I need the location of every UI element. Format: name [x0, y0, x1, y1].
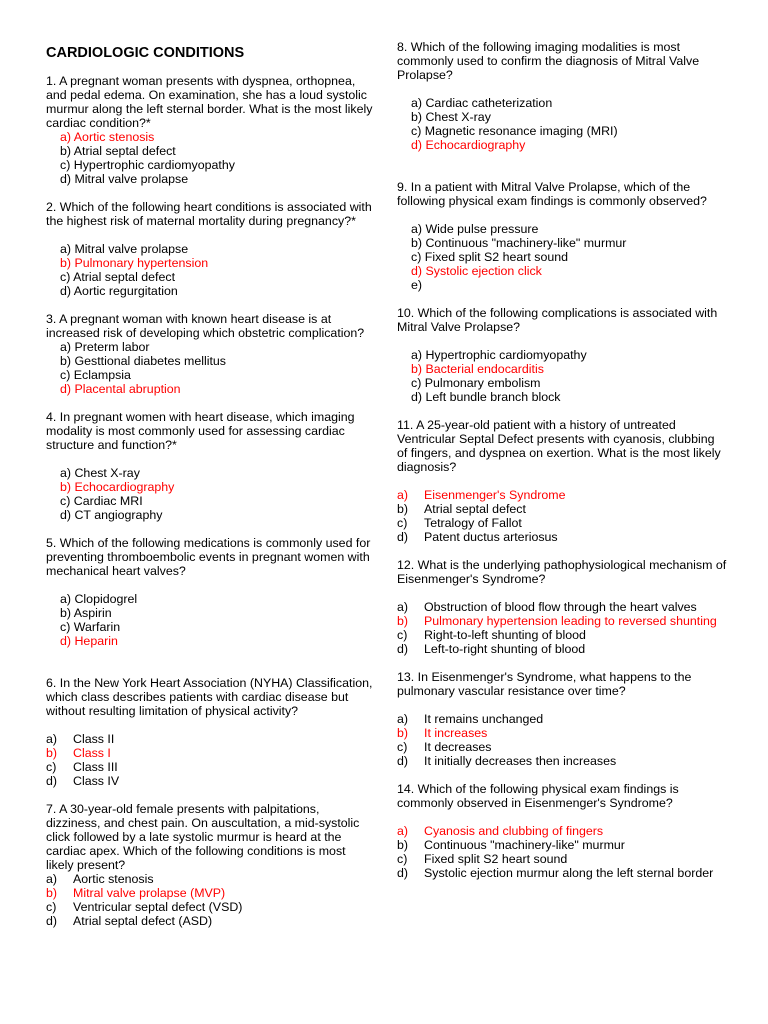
- option-text: Cardiac MRI: [73, 494, 143, 508]
- question-2: [46, 200, 376, 298]
- answer-option: [46, 620, 376, 634]
- answer-option: [46, 284, 376, 298]
- option-text: Eisenmenger's Syndrome: [424, 488, 566, 502]
- question-12: [397, 558, 727, 656]
- option-text: Right-to-left shunting of blood: [424, 628, 586, 642]
- option-label: a): [46, 872, 58, 886]
- option-label: a): [397, 824, 409, 838]
- answer-option: [397, 852, 727, 866]
- option-text: Systolic ejection click: [425, 264, 542, 278]
- answer-option: [46, 774, 376, 788]
- answer-option: [46, 592, 376, 606]
- answer-option: [397, 110, 727, 124]
- answer-option: [46, 158, 376, 172]
- option-text: Fixed split S2 heart sound: [424, 852, 568, 866]
- answer-option: [46, 606, 376, 620]
- option-text: Pulmonary embolism: [424, 376, 541, 390]
- option-text: Wide pulse pressure: [425, 222, 539, 236]
- option-text: Left-to-right shunting of blood: [424, 642, 586, 656]
- option-label: b): [60, 354, 72, 368]
- correct-answer-option: [397, 726, 727, 740]
- option-text: Aortic stenosis: [73, 130, 155, 144]
- option-label: c): [60, 270, 71, 284]
- option-text: Tetralogy of Fallot: [424, 516, 522, 530]
- option-label: c): [397, 852, 408, 866]
- option-text: Aortic stenosis: [73, 872, 154, 886]
- correct-answer-option: [46, 886, 376, 900]
- answer-option: [397, 390, 727, 404]
- option-text: Pulmonary hypertension leading to reversed shunting: [424, 614, 717, 628]
- options-list: [46, 872, 376, 928]
- option-label: c): [46, 900, 57, 914]
- option-text: Chest X-ray: [425, 110, 491, 124]
- option-label: d): [46, 774, 58, 788]
- option-text: Mitral valve prolapse: [74, 242, 189, 256]
- question-stem: 11. A 25-year-old patient with a history of untreated Ventricular Septal Defect presents with cyanosis, clubbing of fingers, and dyspnea on exertion. What is the most likely diagnosis?: [397, 418, 721, 474]
- option-label: c): [411, 124, 422, 138]
- option-text: Hypertrophic cardiomyopathy: [425, 348, 587, 362]
- option-text: Class III: [73, 760, 118, 774]
- option-text: It initially decreases then increases: [424, 754, 617, 768]
- left-column: [46, 40, 376, 928]
- option-label: a): [411, 222, 423, 236]
- option-text: Magnetic resonance imaging (MRI): [424, 124, 618, 138]
- option-text: Cyanosis and clubbing of fingers: [424, 824, 604, 838]
- option-label: d): [411, 264, 423, 278]
- question-7: [46, 802, 376, 928]
- options-list: [397, 824, 727, 880]
- option-label: a): [60, 340, 72, 354]
- correct-answer-option: [397, 362, 727, 376]
- question-13: [397, 670, 727, 768]
- option-label: a): [60, 130, 72, 144]
- option-label: d): [397, 754, 409, 768]
- question-stem: 12. What is the underlying pathophysiological mechanism of Eisenmenger's Syndrome?: [397, 558, 727, 586]
- correct-answer-option: [46, 634, 376, 648]
- question-4: [46, 410, 376, 522]
- answer-option: [46, 340, 376, 354]
- option-label: d): [397, 530, 409, 544]
- question-stem: 4. In pregnant women with heart disease, which imaging modality is most commonly used for assessing cardiac structure and function?*: [46, 410, 355, 452]
- option-text: Hypertrophic cardiomyopathy: [73, 158, 235, 172]
- options-list: [397, 600, 727, 656]
- option-text: Continuous "machinery-like" murmur: [424, 838, 625, 852]
- option-label: c): [60, 494, 71, 508]
- option-label: e): [411, 278, 423, 292]
- option-text: Class IV: [73, 774, 120, 788]
- option-label: a): [397, 600, 409, 614]
- option-label: d): [60, 284, 72, 298]
- answer-option: [397, 250, 727, 264]
- option-label: c): [60, 368, 71, 382]
- question-11: [397, 418, 727, 544]
- correct-answer-option: [397, 614, 727, 628]
- option-text: It remains unchanged: [424, 712, 544, 726]
- option-text: Chest X-ray: [74, 466, 140, 480]
- answer-option: [46, 732, 376, 746]
- answer-option: [46, 242, 376, 256]
- option-text: Atrial septal defect: [73, 270, 176, 284]
- option-text: Heparin: [74, 634, 118, 648]
- option-text: Pulmonary hypertension: [74, 256, 209, 270]
- question-8: [397, 40, 727, 152]
- option-text: Obstruction of blood flow through the heart valves: [424, 600, 697, 614]
- answer-option: [397, 124, 727, 138]
- question-stem: 9. In a patient with Mitral Valve Prolapse, which of the following physical exam findings is commonly observed?: [397, 180, 707, 208]
- answer-option: [46, 508, 376, 522]
- option-label: c): [60, 158, 71, 172]
- option-label: d): [60, 508, 72, 522]
- option-label: c): [60, 620, 71, 634]
- option-text: Eclampsia: [73, 368, 131, 382]
- option-label: d): [411, 138, 423, 152]
- correct-answer-option: [397, 488, 727, 502]
- option-label: d): [397, 866, 409, 880]
- answer-option: [397, 866, 727, 880]
- option-label: b): [411, 236, 423, 250]
- question-9: [397, 180, 727, 292]
- option-text: Atrial septal defect: [73, 144, 176, 158]
- option-label: d): [397, 642, 409, 656]
- answer-option: [397, 96, 727, 110]
- option-label: a): [46, 732, 58, 746]
- option-label: a): [60, 242, 72, 256]
- option-text: Echocardiography: [425, 138, 526, 152]
- options-list: [397, 488, 727, 544]
- options-list: [46, 130, 376, 186]
- question-stem: 10. Which of the following complications is associated with Mitral Valve Prolapse?: [397, 306, 718, 334]
- option-label: b): [46, 886, 58, 900]
- option-label: b): [60, 606, 72, 620]
- option-label: a): [411, 348, 423, 362]
- option-label: b): [397, 502, 409, 516]
- options-list: [46, 340, 376, 396]
- option-label: b): [46, 746, 58, 760]
- option-text: Aspirin: [73, 606, 112, 620]
- options-list: [397, 222, 727, 292]
- options-list: [46, 592, 376, 648]
- options-list: [397, 96, 727, 152]
- option-label: c): [46, 760, 57, 774]
- options-list: [397, 348, 727, 404]
- answer-option: [397, 628, 727, 642]
- option-label: a): [411, 96, 423, 110]
- answer-option: [397, 236, 727, 250]
- answer-option: [46, 914, 376, 928]
- question-10: [397, 306, 727, 404]
- option-label: a): [397, 488, 409, 502]
- answer-option: [397, 530, 727, 544]
- options-list: [46, 732, 376, 788]
- option-text: Clopidogrel: [74, 592, 138, 606]
- option-text: Echocardiography: [74, 480, 175, 494]
- option-label: d): [60, 634, 72, 648]
- answer-option: [397, 712, 727, 726]
- option-text: CT angiography: [74, 508, 163, 522]
- option-label: b): [411, 362, 423, 376]
- option-label: d): [46, 914, 58, 928]
- answer-option: [46, 494, 376, 508]
- answer-option: [397, 642, 727, 656]
- option-text: Continuous "machinery-like" murmur: [425, 236, 627, 250]
- answer-option: [397, 502, 727, 516]
- option-text: Patent ductus arteriosus: [424, 530, 558, 544]
- option-text: Mitral valve prolapse: [74, 172, 189, 186]
- answer-option: [397, 278, 727, 292]
- question-stem: 8. Which of the following imaging modalities is most commonly used to confirm the diagnosis of Mitral Valve Prolapse?: [397, 40, 700, 82]
- option-text: Atrial septal defect: [424, 502, 526, 516]
- option-label: d): [60, 382, 72, 396]
- question-stem: 5. Which of the following medications is commonly used for preventing thromboembolic events in pregnant women with mechanical heart valves?: [46, 536, 371, 578]
- options-list: [46, 242, 376, 298]
- option-text: Class II: [73, 732, 115, 746]
- question-1: [46, 74, 376, 186]
- correct-answer-option: [46, 746, 376, 760]
- option-text: Left bundle branch block: [425, 390, 561, 404]
- question-stem: 2. Which of the following heart conditions is associated with the highest risk of maternal mortality during pregnancy?*: [46, 200, 372, 228]
- option-label: b): [397, 726, 409, 740]
- answer-option: [397, 754, 727, 768]
- option-text: Aortic regurgitation: [73, 284, 178, 298]
- options-list: [46, 466, 376, 522]
- question-stem: 6. In the New York Heart Association (NYHA) Classification, which class describes patients with cardiac disease but without resulting limitation of physical activity?: [46, 676, 373, 718]
- answer-option: [397, 516, 727, 530]
- option-text: Placental abruption: [74, 382, 181, 396]
- answer-option: [46, 144, 376, 158]
- option-label: a): [397, 712, 409, 726]
- option-text: Warfarin: [73, 620, 121, 634]
- option-label: a): [60, 466, 72, 480]
- right-column: [397, 40, 727, 880]
- answer-option: [397, 222, 727, 236]
- option-label: d): [60, 172, 72, 186]
- correct-answer-option: [397, 264, 727, 278]
- answer-option: [46, 368, 376, 382]
- correct-answer-option: [46, 382, 376, 396]
- answer-option: [397, 376, 727, 390]
- options-list: [397, 712, 727, 768]
- option-text: It increases: [424, 726, 488, 740]
- option-text: Fixed split S2 heart sound: [424, 250, 569, 264]
- option-text: Cardiac catheterization: [425, 96, 553, 110]
- option-label: b): [60, 256, 72, 270]
- option-text: Ventricular septal defect (VSD): [73, 900, 243, 914]
- question-3: [46, 312, 376, 396]
- option-text: Bacterial endocarditis: [425, 362, 544, 376]
- option-text: Class I: [73, 746, 111, 760]
- option-label: b): [411, 110, 423, 124]
- answer-option: [46, 466, 376, 480]
- question-stem: 1. A pregnant woman presents with dyspnea, orthopnea, and pedal edema. On examination, she has a loud systolic murmur along the left sternal border. What is the most likely cardiac condition?*: [46, 74, 373, 130]
- option-text: Systolic ejection murmur along the left sternal border: [424, 866, 714, 880]
- answer-option: [46, 760, 376, 774]
- question-stem: 14. Which of the following physical exam findings is commonly observed in Eisenmenger's Syndrome?: [397, 782, 679, 810]
- page-title: CARDIOLOGIC CONDITIONS: [46, 45, 245, 61]
- answer-option: [397, 348, 727, 362]
- answer-option: [46, 354, 376, 368]
- correct-answer-option: [46, 256, 376, 270]
- option-label: d): [411, 390, 423, 404]
- question-stem: 3. A pregnant woman with known heart disease is at increased risk of developing which obstetric complication?: [46, 312, 365, 340]
- option-label: c): [411, 376, 422, 390]
- correct-answer-option: [46, 480, 376, 494]
- answer-option: [397, 838, 727, 852]
- correct-answer-option: [397, 138, 727, 152]
- option-text: Preterm labor: [74, 340, 150, 354]
- question-stem: 13. In Eisenmenger's Syndrome, what happens to the pulmonary vascular resistance over time?: [397, 670, 692, 698]
- option-label: b): [397, 614, 409, 628]
- answer-option: [397, 600, 727, 614]
- option-label: c): [397, 740, 408, 754]
- correct-answer-option: [397, 824, 727, 838]
- answer-option: [46, 270, 376, 284]
- answer-option: [46, 872, 376, 886]
- option-text: Atrial septal defect (ASD): [73, 914, 213, 928]
- option-label: a): [60, 592, 72, 606]
- option-label: c): [411, 250, 422, 264]
- answer-option: [46, 172, 376, 186]
- option-label: c): [397, 516, 408, 530]
- question-stem: 7. A 30-year-old female presents with palpitations, dizziness, and chest pain. On auscultation, a mid-systolic click followed by a late systolic murmur is heard at the cardiac apex. Which of the following conditions is most likely present?: [46, 802, 360, 872]
- question-14: [397, 782, 727, 880]
- question-6: [46, 676, 376, 788]
- option-label: b): [60, 144, 72, 158]
- option-label: b): [397, 838, 409, 852]
- option-text: Mitral valve prolapse (MVP): [73, 886, 226, 900]
- question-5: [46, 536, 376, 648]
- option-text: Gesttional diabetes mellitus: [74, 354, 227, 368]
- answer-option: [46, 900, 376, 914]
- option-text: It decreases: [424, 740, 492, 754]
- option-label: c): [397, 628, 408, 642]
- option-label: b): [60, 480, 72, 494]
- answer-option: [397, 740, 727, 754]
- correct-answer-option: [46, 130, 376, 144]
